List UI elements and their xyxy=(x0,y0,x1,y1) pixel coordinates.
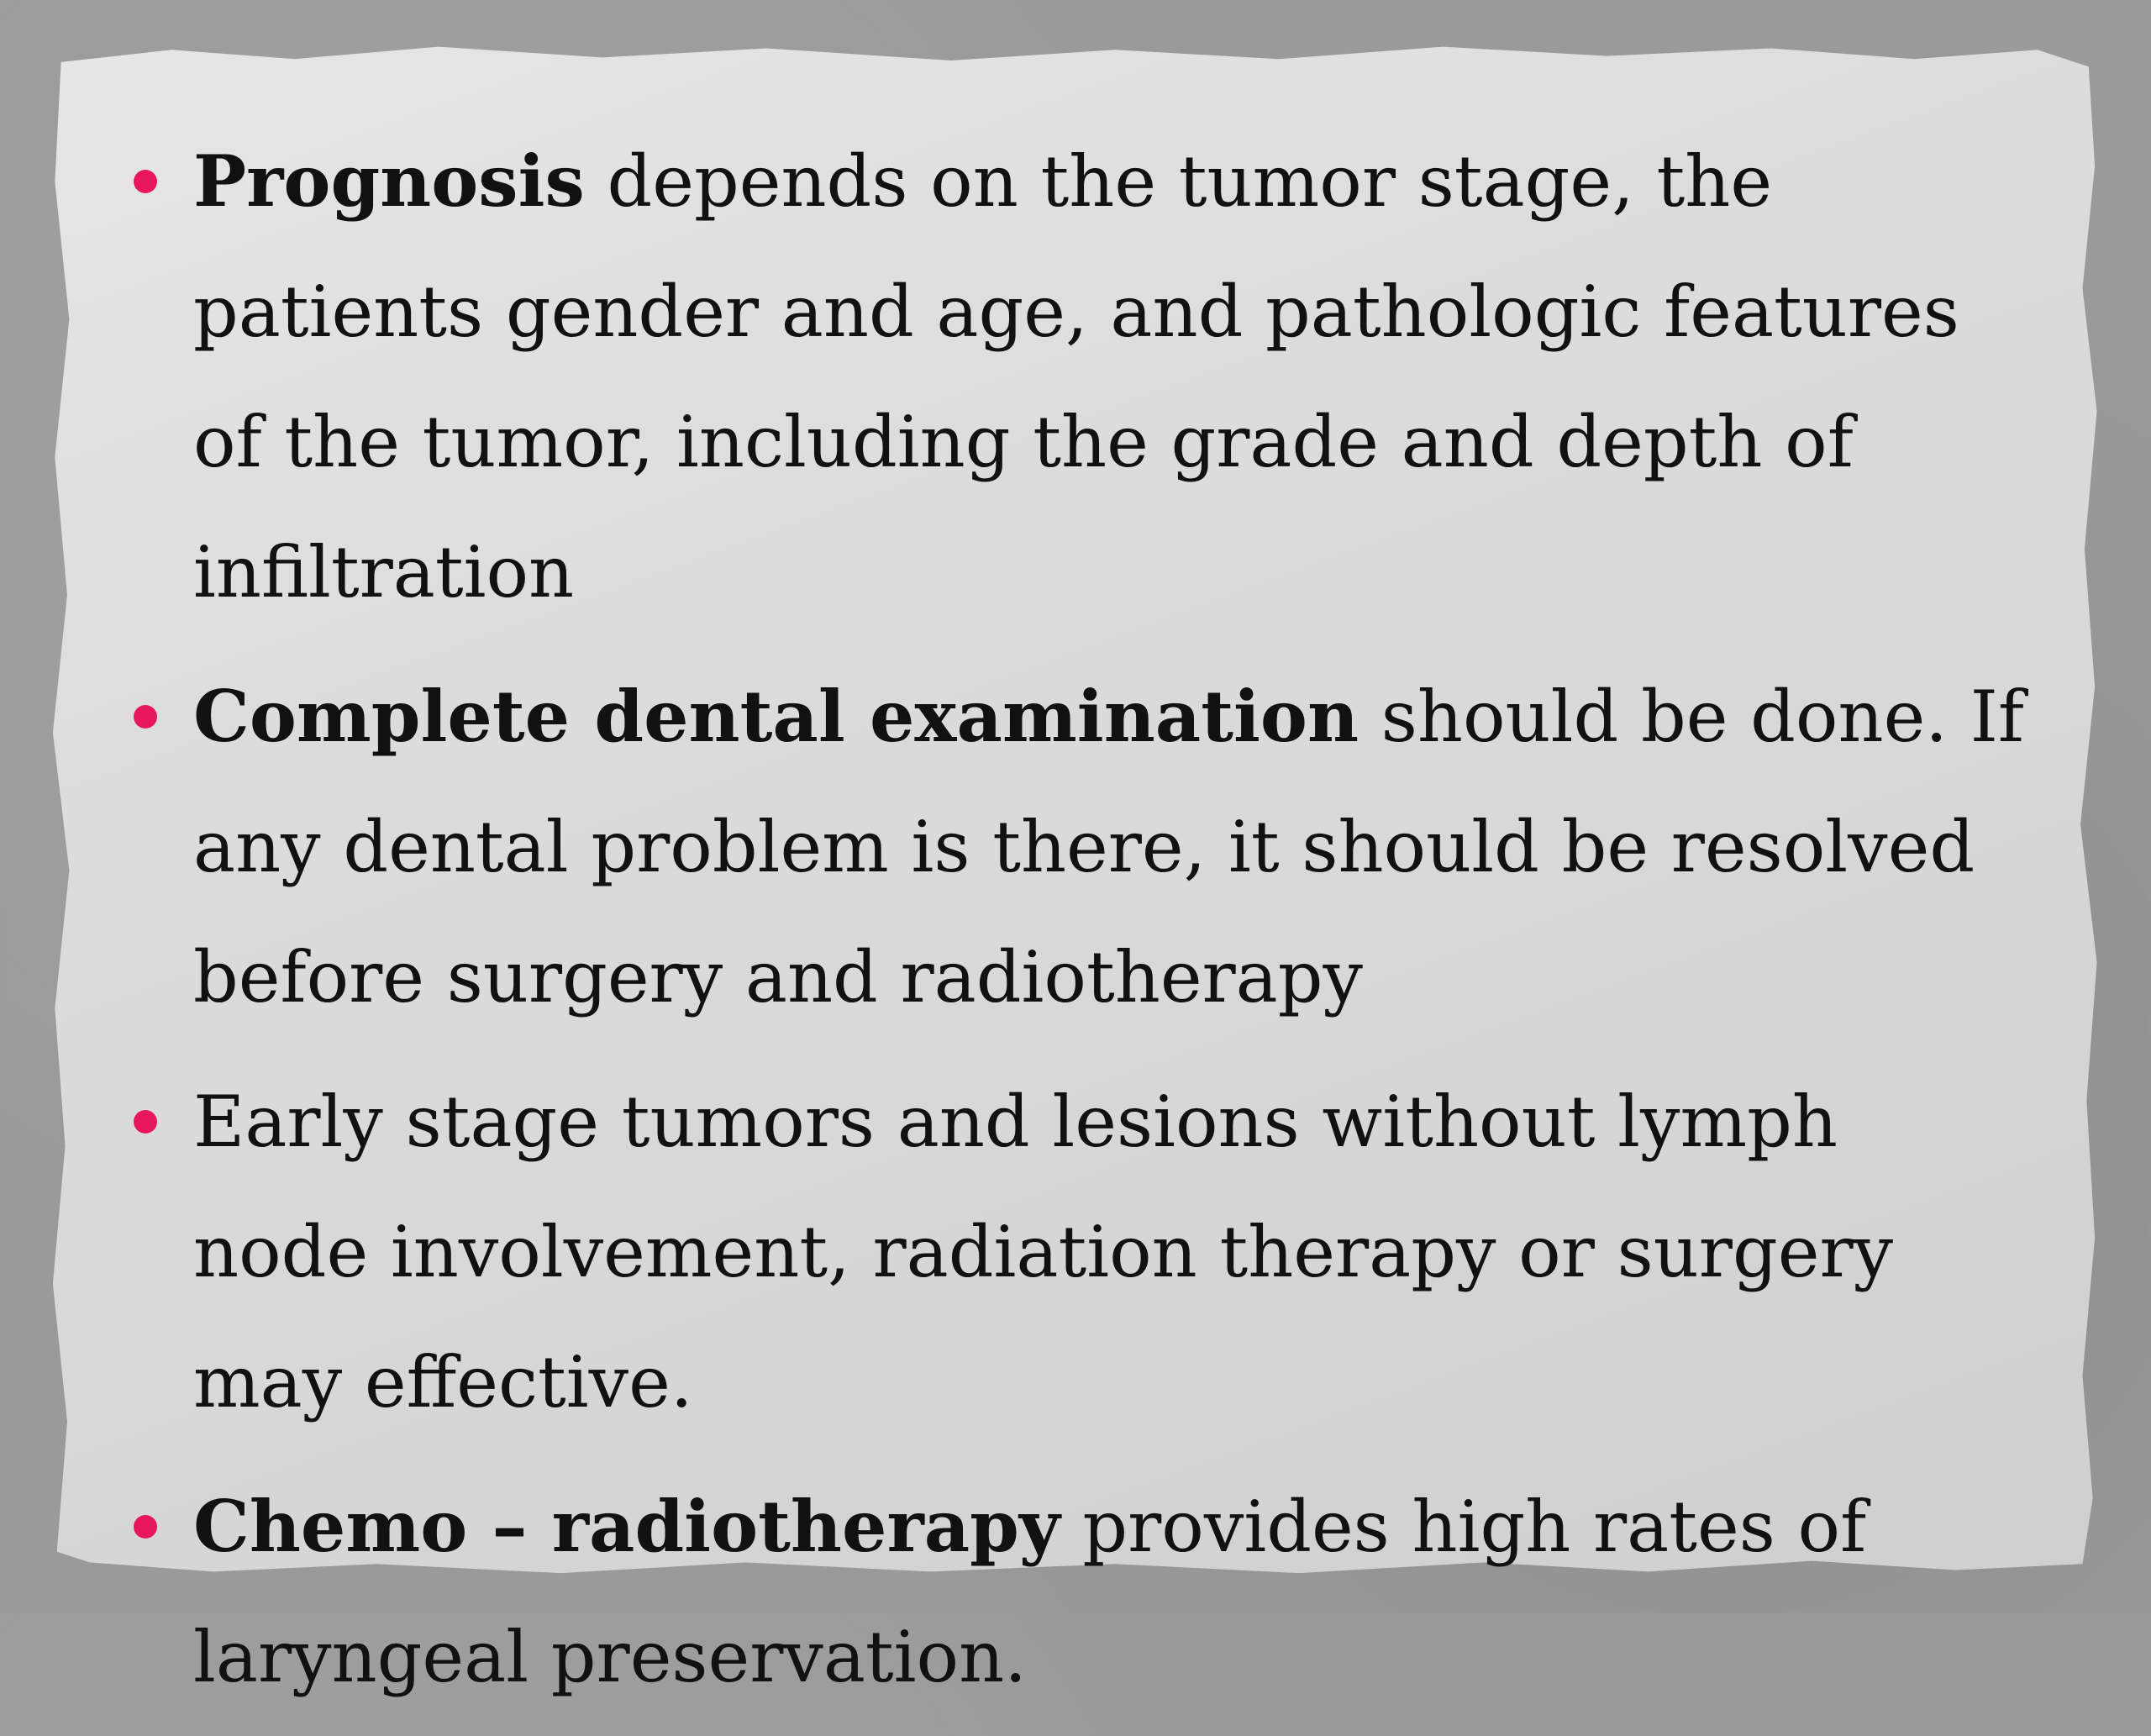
bullet-item-prognosis xyxy=(130,116,2029,638)
bullet-bold-text: Chemo – radiotherapy xyxy=(193,1485,1060,1568)
bullet-item-dental-exam xyxy=(130,651,2029,1043)
bullet-text: depends on the tumor stage, the patients gender and age, and pathologic features of the tumor, including the grade and depth of infiltration xyxy=(193,140,1959,613)
bullet-dot-icon xyxy=(134,1515,157,1539)
bullet-item-chemo-radiotherapy xyxy=(130,1461,2029,1723)
bullet-text: provides high rates of laryngeal preservation. xyxy=(193,1486,1867,1698)
bullet-bold-text: Complete dental examination xyxy=(193,675,1359,758)
bullet-dot-icon xyxy=(134,1110,157,1134)
bullet-text: Early stage tumors and lesions without lymph node involvement, radiation therapy or surgery may effective. xyxy=(193,1081,1894,1423)
bullet-dot-icon xyxy=(134,170,157,193)
bullet-text: should be done. If any dental problem is there, it should be resolved before surgery and radiotherapy xyxy=(193,676,2024,1018)
bullet-dot-icon xyxy=(134,705,157,729)
bullet-bold-text: Prognosis xyxy=(193,139,585,223)
bullet-list xyxy=(130,116,2029,1736)
bullet-item-early-stage xyxy=(130,1056,2029,1448)
